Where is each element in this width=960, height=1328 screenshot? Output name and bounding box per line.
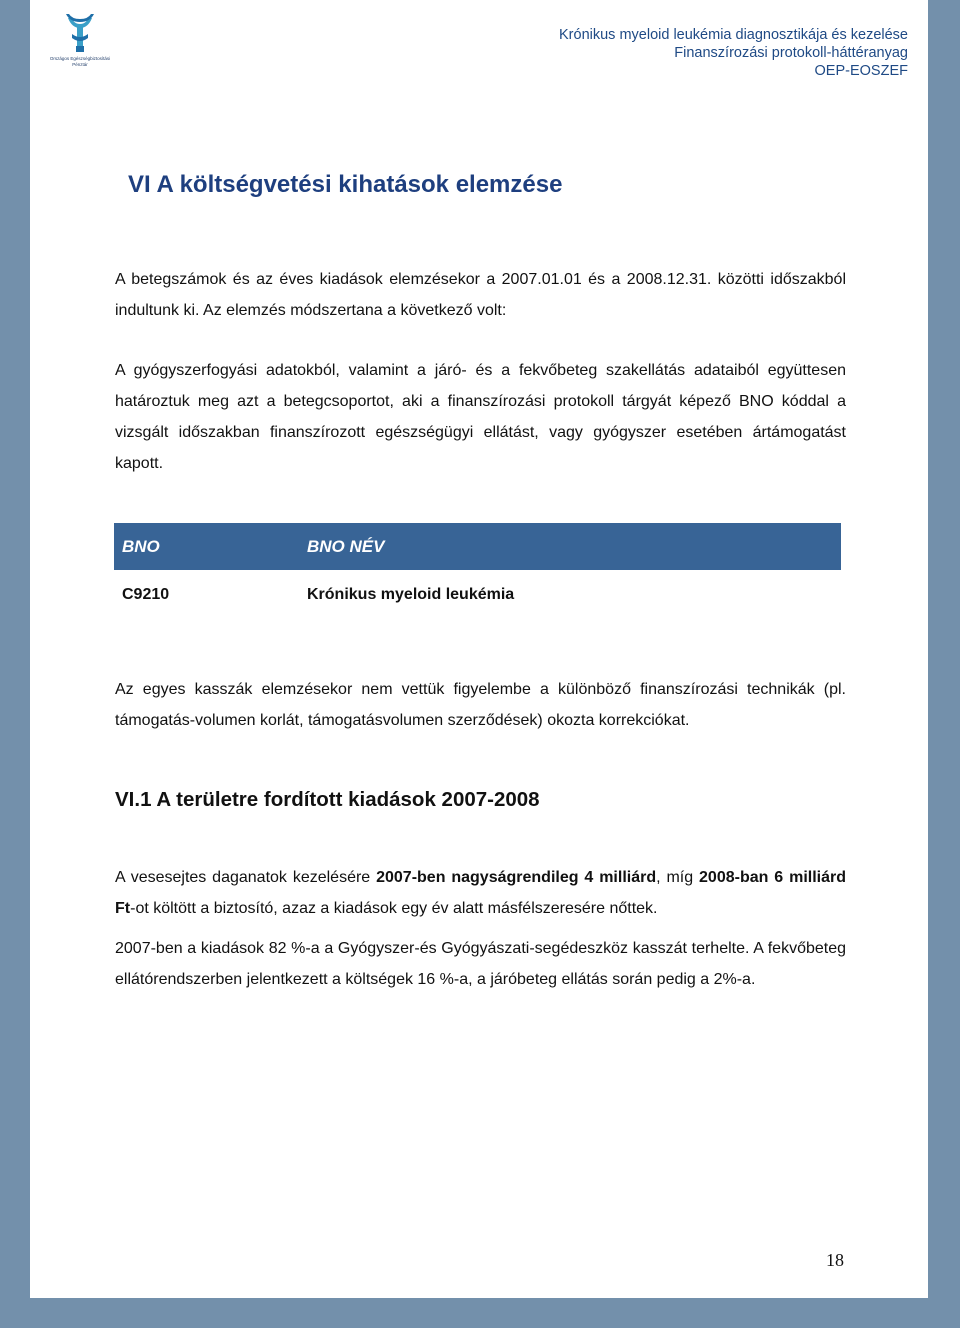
oeszfi-logo-icon [62, 14, 98, 54]
text-span: A vesesejtes daganatok kezelésére [115, 869, 377, 886]
header-title: Krónikus myeloid leukémia diagnosztikája és kezelése [559, 27, 908, 43]
paragraph-intro: A betegszámok és az éves kiadások elemzésekor a 2007.01.01 és a 2008.12.31. közötti időszakból indultunk ki. Az elemzés módszertana a következő volt: [115, 271, 846, 319]
logo-text-line-1: Országos Egészségbiztosítási [49, 56, 111, 61]
section-title: VI A költségvetési kihatások elemzése [128, 171, 563, 198]
subsection-title: VI.1 A területre fordított kiadások 2007-2008 [115, 788, 540, 811]
bold-span-2007: 2007-ben nagyságrendileg 4 milliárd [376, 869, 657, 886]
bold-span-2008: 2008-ban 6 milliárd Ft [115, 869, 846, 917]
text-span: -ot költött a biztosító, azaz a kiadások egy év alatt másfélszeresére nőttek. [130, 900, 658, 917]
bno-table [114, 523, 841, 620]
table-row [114, 570, 841, 620]
paragraph-method: A gyógyszerfogyási adatokból, valamint a járó- és a fekvőbeteg szakellátás adataiból együttesen határoztuk meg azt a betegcsoportot, aki a finanszírozási protokoll tárgyát képező BNO kóddal a vizsgált időszakban finanszírozott egészségügyi ellátást, vagy gyógyszer esetében ártámogatást kapott. [115, 362, 846, 472]
paragraph-distribution: 2007-ben a kiadások 82 %-a a Gyógyszer-és Gyógyászati-segédeszköz kasszát terhelte. A fekvőbeteg ellátórendszerben jelentkezett a költségek 16 %-a, a járóbeteg ellátás során pedig a 2%-a. [115, 940, 846, 988]
bno-name-cell: Krónikus myeloid leukémia [307, 586, 515, 603]
bno-table-header [114, 523, 841, 570]
bno-name-column-header: BNO NÉV [307, 536, 385, 556]
logo-text-line-2: Pénztár [72, 61, 88, 67]
running-header [559, 26, 908, 80]
header-subtitle: Finanszírozási protokoll-háttéranyag [674, 45, 908, 61]
text-span: , míg [656, 869, 700, 886]
bno-column-header: BNO [122, 536, 160, 556]
organization-logo [44, 14, 116, 72]
paragraph-cash-note: Az egyes kasszák elemzésekor nem vettük figyelembe a különböző finanszírozási technikák (pl. támogatás-volumen korlát, támogatásvolumen szerződések) okozta korrekciókat. [115, 681, 846, 729]
header-organization: OEP-EOSZEF [814, 63, 908, 79]
bno-code-cell: C9210 [122, 586, 170, 603]
page-number: 18 [826, 1250, 844, 1270]
paragraph-expenditure [115, 862, 846, 924]
document-page [30, 0, 928, 1298]
